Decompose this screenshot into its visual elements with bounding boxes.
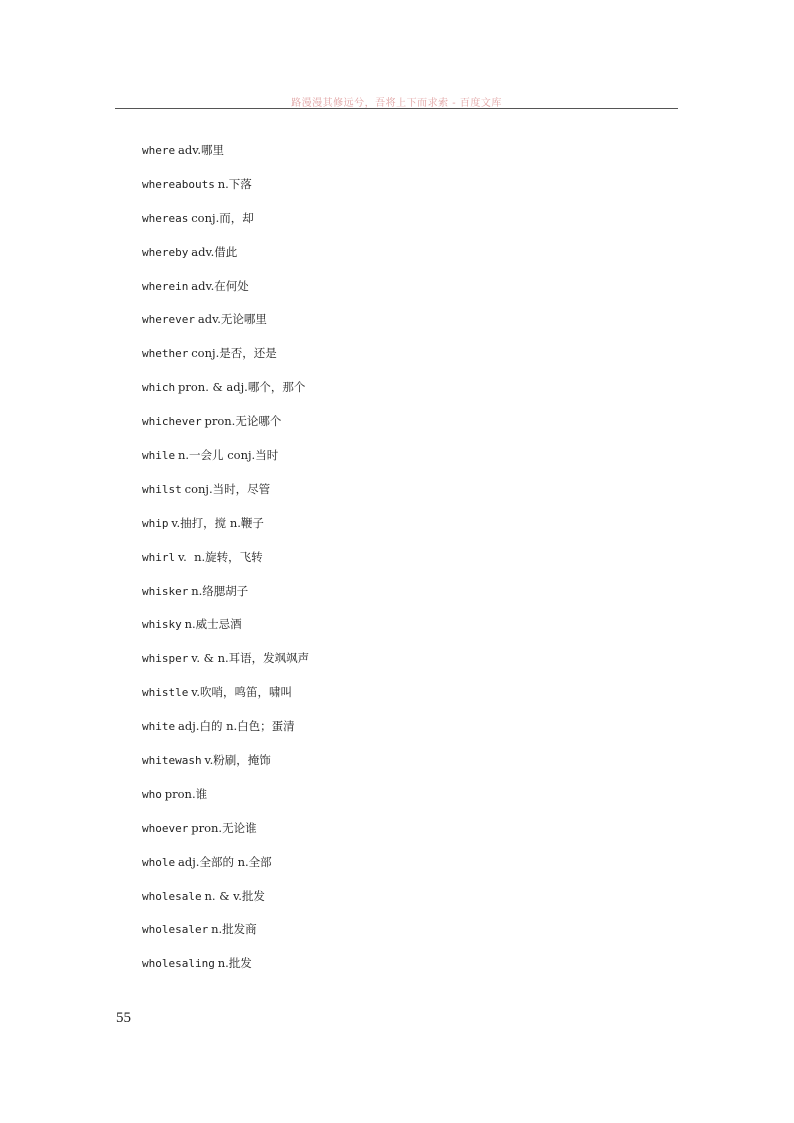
list-item <box>142 344 309 378</box>
list-item <box>142 920 309 954</box>
entry-word: whole <box>142 855 176 869</box>
vocabulary-list <box>142 141 309 988</box>
page-number: 55 <box>116 1010 131 1026</box>
entry-definition: adv.在何处 <box>191 278 249 293</box>
entry-word: while <box>142 449 176 463</box>
list-item <box>142 243 309 277</box>
list-item <box>142 615 309 649</box>
list-item <box>142 785 309 819</box>
list-item <box>142 548 309 582</box>
header-divider <box>115 108 678 109</box>
entry-definition: adv.哪里 <box>178 143 225 157</box>
entry-word: where <box>142 144 176 157</box>
entry-definition: conj.当时，尽管 <box>184 481 271 496</box>
entry-word: whisky <box>142 618 182 632</box>
entry-definition: n.批发 <box>217 956 252 971</box>
entry-definition: v. n.旋转，飞转 <box>178 549 263 564</box>
entry-definition: n.络腮胡子 <box>191 583 249 598</box>
entry-word: wholesaling <box>142 957 215 971</box>
list-item <box>142 717 309 751</box>
entry-word: whirl <box>142 550 176 564</box>
list-item <box>142 853 309 887</box>
entry-definition: pron.谁 <box>164 786 208 801</box>
entry-definition: conj.是否，还是 <box>191 346 277 361</box>
entry-word: whisper <box>142 652 189 666</box>
entry-word: whoever <box>142 821 189 835</box>
entry-definition: v. & n.耳语，发飒飒声 <box>191 651 310 666</box>
page-header: 路漫漫其修远兮，吾将上下而求索 - 百度文库 <box>291 98 502 109</box>
list-item <box>142 277 309 311</box>
entry-word: wherever <box>142 313 195 327</box>
list-item <box>142 446 309 480</box>
entry-word: who <box>142 787 162 801</box>
list-item <box>142 514 309 548</box>
entry-definition: n.一会儿 conj.当时 <box>178 448 279 463</box>
entry-definition: conj.而，却 <box>191 210 254 225</box>
entry-word: whether <box>142 347 189 361</box>
entry-word: whilst <box>142 482 182 496</box>
list-item <box>142 649 309 683</box>
list-item <box>142 683 309 717</box>
entry-word: which <box>142 381 176 395</box>
entry-definition: n.威士忌酒 <box>184 617 242 632</box>
entry-word: whichever <box>142 415 202 429</box>
list-item <box>142 141 309 175</box>
entry-definition: v.粉刷，掩饰 <box>204 753 271 768</box>
entry-definition: pron.无论谁 <box>191 820 257 835</box>
entry-definition: n.批发商 <box>211 922 257 937</box>
entry-word: whereas <box>142 211 189 225</box>
list-item <box>142 310 309 344</box>
entry-definition: pron.无论哪个 <box>204 414 282 429</box>
list-item <box>142 751 309 785</box>
entry-definition: n.下落 <box>217 176 252 191</box>
entry-word: whereabouts <box>142 177 215 191</box>
list-item <box>142 175 309 209</box>
entry-word: whip <box>142 516 169 530</box>
entry-definition: adj.白的 n.白色；蛋清 <box>178 719 295 734</box>
entry-definition: v.吹哨，鸣笛，啸叫 <box>191 685 293 700</box>
list-item <box>142 209 309 243</box>
entry-word: whistle <box>142 686 189 700</box>
list-item <box>142 412 309 446</box>
list-item <box>142 480 309 514</box>
entry-word: wholesaler <box>142 923 209 937</box>
entry-word: wholesale <box>142 889 202 903</box>
list-item <box>142 954 309 988</box>
entry-word: whitewash <box>142 754 202 768</box>
entry-word: white <box>142 720 176 734</box>
entry-definition: v.抽打，搅 n.鞭子 <box>171 515 264 530</box>
entry-definition: adv.借此 <box>191 244 238 259</box>
entry-definition: adj.全部的 n.全部 <box>178 854 272 869</box>
entry-definition: n. & v.批发 <box>204 888 265 903</box>
list-item <box>142 582 309 616</box>
entry-word: whereby <box>142 245 189 259</box>
entry-definition: pron. & adj.哪个，那个 <box>178 380 306 395</box>
list-item <box>142 887 309 921</box>
entry-definition: adv.无论哪里 <box>197 312 267 327</box>
entry-word: wherein <box>142 279 189 293</box>
list-item <box>142 378 309 412</box>
entry-word: whisker <box>142 584 189 598</box>
list-item <box>142 819 309 853</box>
